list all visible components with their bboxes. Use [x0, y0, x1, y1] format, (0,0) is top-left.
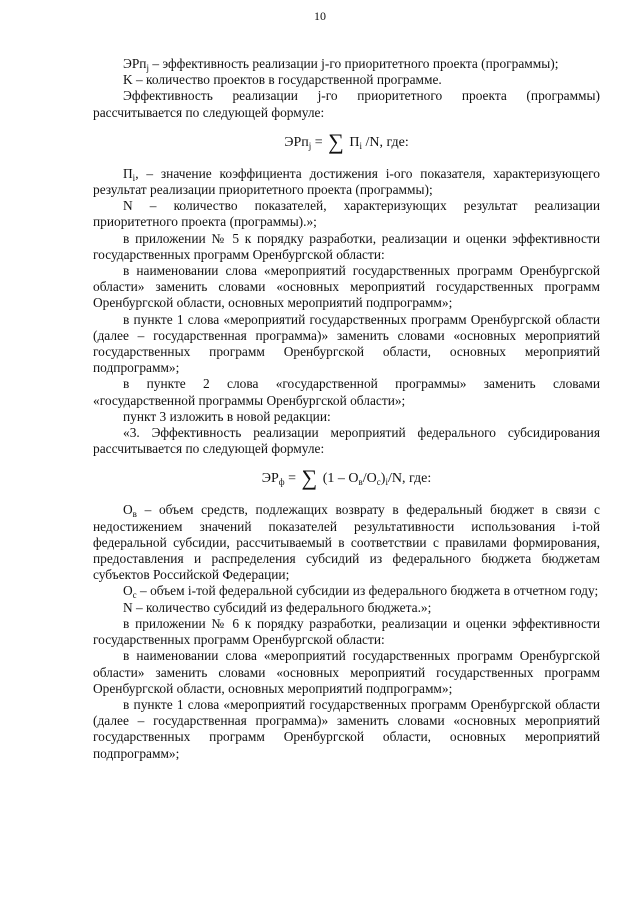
- paragraph-item-3-intro: пункт 3 изложить в новой редакции:: [123, 408, 331, 424]
- definition-k: K – количество проектов в государственной программе.: [123, 72, 442, 88]
- definition-n-subsidies: N – количество субсидий из федерального бюджета.»;: [123, 599, 432, 615]
- formula-federal-subsidy: $ЭР_ф$ = ∑ $(1 - О_в/О_с)_i/N$, где:: [261, 465, 432, 491]
- paragraph-appendix-5: в приложении № 5 к порядку разработки, реализации и оценки эффективности государственных программ Оренбургской области:: [93, 230, 600, 262]
- paragraph-item-3-text: «3. Эффективность реализации мероприятий федерального субсидирования рассчитывается по следующей формуле:: [93, 425, 600, 457]
- sum-symbol: ∑: [328, 128, 344, 154]
- document-body: [93, 56, 600, 762]
- definition-pi: $П_i$, – значение коэффициента достижения i-ого показателя, характеризующего результат реализации приоритетного проекта (программы);: [93, 165, 600, 198]
- page-number: 10: [314, 9, 326, 23]
- sum-symbol: ∑: [301, 465, 318, 491]
- definition-erpj: ЭРп$_j$ – эффективность реализации j-го приоритетного проекта (программы);: [123, 56, 559, 73]
- paragraph-item-2-change-5: в пункте 2 слова «государственной программы» заменить словами «государственной программы Оренбургской области»;: [93, 376, 600, 408]
- definition-n: N – количество показателей, характеризующих результат реализации приоритетного проекта (программы).»;: [93, 198, 600, 230]
- paragraph-item-1-change-5: в пункте 1 слова «мероприятий государственных программ Оренбургской области (далее – государственная программа)» заменить словами «основных мероприятий государственных программ Оренбургской области, основных мероприятий подпрограмм»;: [93, 311, 600, 376]
- paragraph-title-change-6: в наименовании слова «мероприятий государственных программ Оренбургской области» заменить словами «основных мероприятий государственных программ Оренбургской области, основных мероприятий подпрограмм»;: [93, 648, 600, 696]
- paragraph-formula-intro-1: Эффективность реализации j-го приоритетного проекта (программы) рассчитывается по следующей формуле:: [93, 88, 600, 120]
- definition-ov: $О_в$ – объем средств, подлежащих возврату в федеральный бюджет в связи с недостижением значений показателей результативности использования i-той федеральной субсидии, рассчитываемый в соответствии с правилами формирования, предоставления и распределения субсидий из федерального бюджета бюджетам субъектов Российской Федерации;: [93, 502, 600, 583]
- paragraph-item-1-change-6: в пункте 1 слова «мероприятий государственных программ Оренбургской области (далее – государственная программа)» заменить словами «основных мероприятий государственных программ Оренбургской области, основных мероприятий подпрограмм»;: [93, 696, 600, 761]
- paragraph-appendix-6: в приложении № 6 к порядку разработки, реализации и оценки эффективности государственных программ Оренбургской области:: [93, 615, 600, 648]
- definition-oc: $О_с$ – объем i-той федеральной субсидии из федерального бюджета в отчетном году;: [123, 583, 599, 601]
- formula-project-efficiency: ЭРп$_j$ = ∑ $П_i$ /N, где:: [284, 128, 409, 154]
- paragraph-title-change-5: в наименовании слова «мероприятий государственных программ Оренбургской области» заменить словами «основных мероприятий государственных программ Оренбургской области, основных мероприятий подпрограмм»;: [93, 263, 600, 311]
